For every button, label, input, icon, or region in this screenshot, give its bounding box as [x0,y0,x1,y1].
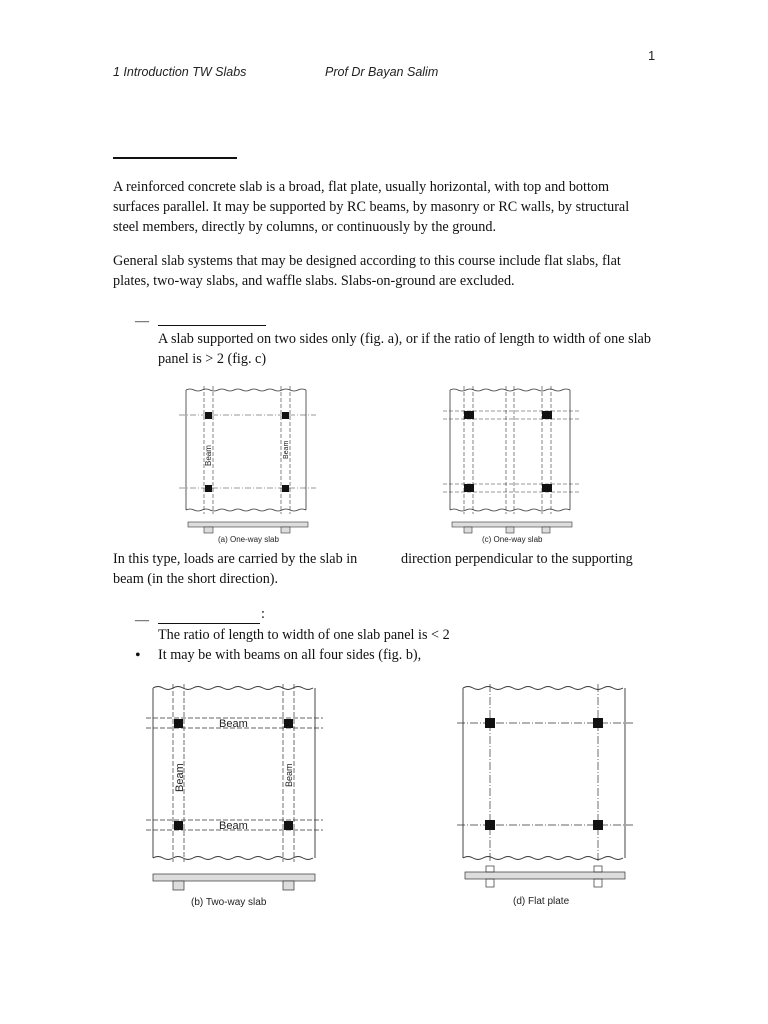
figure-a-beam-label-left: Beam [204,445,213,466]
blank-term-line-two [158,611,260,624]
slab-systems-paragraph: General slab systems that may be designed according to this course include flat slabs, flat plates, two-way slabs, and waffle slabs. Slabs-on-ground are excluded. [113,253,621,289]
bullet-dot: • [135,647,141,664]
section-heading-rule [113,157,237,159]
load-text-right: direction perpendicular to the supporting [401,551,633,567]
blank-term-line [158,313,266,326]
page-number: 1 [648,48,656,63]
figure-b-caption: (b) Two-way slab [191,897,267,908]
figure-b-beam-label-left: Beam [174,763,186,792]
two-way-ratio-text: The ratio of length to width of one slab panel is < 2 [158,627,450,643]
figure-c-one-way-slab [440,384,586,548]
figure-d-flat-plate [455,682,637,912]
figure-d-caption: (d) Flat plate [513,896,570,907]
load-text-continued: beam (in the short direction). [113,571,279,587]
header-author: Prof Dr Bayan Salim [325,65,439,79]
load-text-left: In this type, loads are carried by the slab in [113,551,358,567]
intro-paragraph: A reinforced concrete slab is a broad, flat plate, usually horizontal, with top and bottom surfaces parallel. It may be supported by RC beams, by masonry or RC walls, by structural steel members, directly by columns, or continuously by the ground. [113,179,630,235]
figure-c-caption: (c) One-way slab [482,535,543,544]
one-way-definition: A slab supported on two sides only (fig. a), or if the ratio of length to width of one slab panel is > 2 (fig. c) [158,331,651,367]
two-way-bullet-text: It may be with beams on all four sides (fig. b), [158,647,422,663]
figure-b-beam-label-right: Beam [284,763,294,787]
figure-a-caption: (a) One-way slab [218,535,279,544]
list-dash: — [135,314,149,329]
figure-b-two-way-slab [143,682,325,912]
list-dash-two: — [135,613,149,628]
header-title: 1 Introduction TW Slabs [113,65,247,79]
figure-a-one-way-slab [176,384,322,548]
figure-a-beam-label-right: Beam [283,440,290,459]
term-colon: : [261,606,265,622]
figure-b-beam-label-bottom: Beam [219,820,248,832]
figure-b-beam-label-top: Beam [219,718,248,730]
